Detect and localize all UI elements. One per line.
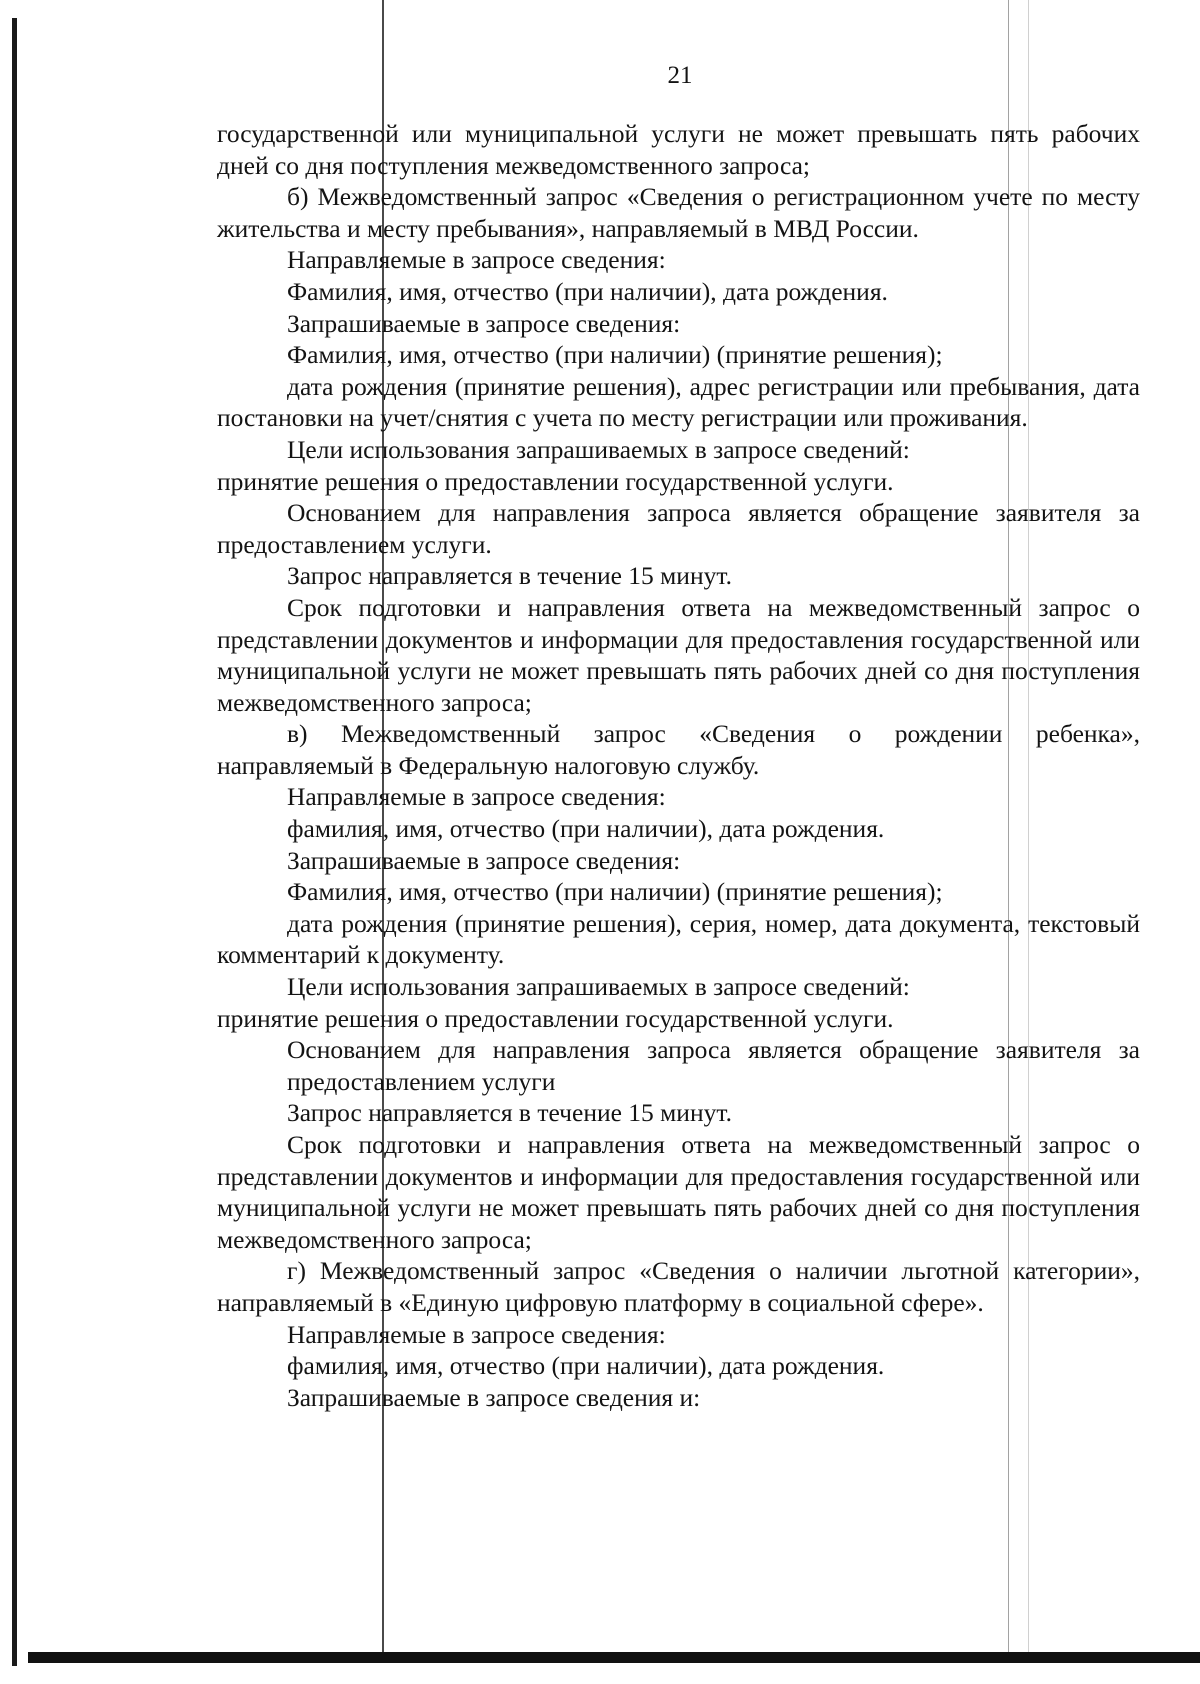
paragraph: Направляемые в запросе сведения: [287, 245, 666, 275]
paragraph: Основанием для направления запроса является обращение заявителя за предоставлением услуги. [217, 498, 1140, 559]
paragraph: в) Межведомственный запрос «Сведения о рождении ребенка», направляемый в Федеральную налоговую службу. [217, 719, 1140, 780]
paragraph: Направляемые в запросе сведения: [287, 782, 666, 812]
paragraph: Запрос направляется в течение 15 минут. [287, 1098, 732, 1128]
paragraph: Срок подготовки и направления ответа на межведомственный запрос о представлении документов и информации для предоставления государственной или муниципальной услуги не может превышать пять рабочих дней со дня поступления межведомственного запроса; [217, 592, 1140, 717]
paragraph: принятие решения о предоставлении государственной услуги. [217, 1003, 894, 1033]
paragraph: Цели использования запрашиваемых в запросе сведений: [287, 972, 910, 1002]
paragraph: дата рождения (принятие решения), серия, номер, дата документа, текстовый комментарий к документу. [217, 908, 1140, 970]
paragraph: фамилия, имя, отчество (при наличии), дата рождения. [287, 1351, 885, 1381]
paragraph: Фамилия, имя, отчество (при наличии), дата рождения. [287, 276, 888, 306]
paragraph: Цели использования запрашиваемых в запросе сведений: [287, 434, 910, 464]
document-body [217, 118, 1140, 1413]
scan-edge-bottom [28, 1652, 1200, 1663]
paragraph: Срок подготовки и направления ответа на межведомственный запрос о представлении документов и информации для предоставления государственной или муниципальной услуги не может превышать пять рабочих дней со дня поступления межведомственного запроса; [217, 1130, 1140, 1254]
page-number: 21 [667, 62, 693, 89]
paragraph: Фамилия, имя, отчество (при наличии) (принятие решения); [287, 877, 943, 907]
paragraph: принятие решения о предоставлении государственной услуги. [217, 466, 894, 496]
paragraph: дата рождения (принятие решения), адрес регистрации или пребывания, дата постановки на учет/снятия с учета по месту регистрации или проживания. [217, 371, 1140, 433]
paragraph: б) Межведомственный запрос «Сведения о регистрационном учете по месту жительства и месту пребывания», направляемый в МВД России. [217, 182, 1140, 243]
paragraph: Запрашиваемые в запросе сведения: [287, 308, 681, 338]
paragraph: Запрос направляется в течение 15 минут. [287, 561, 732, 591]
paragraph: Запрашиваемые в запросе сведения и: [287, 1382, 701, 1412]
paragraph: Основанием для направления запроса является обращение заявителя за предоставлением услуги [287, 1035, 1140, 1096]
paragraph: государственной или муниципальной услуги не может превышать пять рабочих дней со дня поступления межведомственного запроса; [217, 119, 1140, 180]
paragraph: фамилия, имя, отчество (при наличии), дата рождения. [287, 814, 885, 844]
paragraph: Направляемые в запросе сведения: [287, 1319, 666, 1349]
scan-edge-left [12, 18, 17, 1666]
paragraph: г) Межведомственный запрос «Сведения о наличии льготной категории», направляемый в «Единую цифровую платформу в социальной сфере». [217, 1256, 1140, 1317]
paragraph: Запрашиваемые в запросе сведения: [287, 845, 681, 875]
paragraph: Фамилия, имя, отчество (при наличии) (принятие решения); [287, 340, 943, 370]
